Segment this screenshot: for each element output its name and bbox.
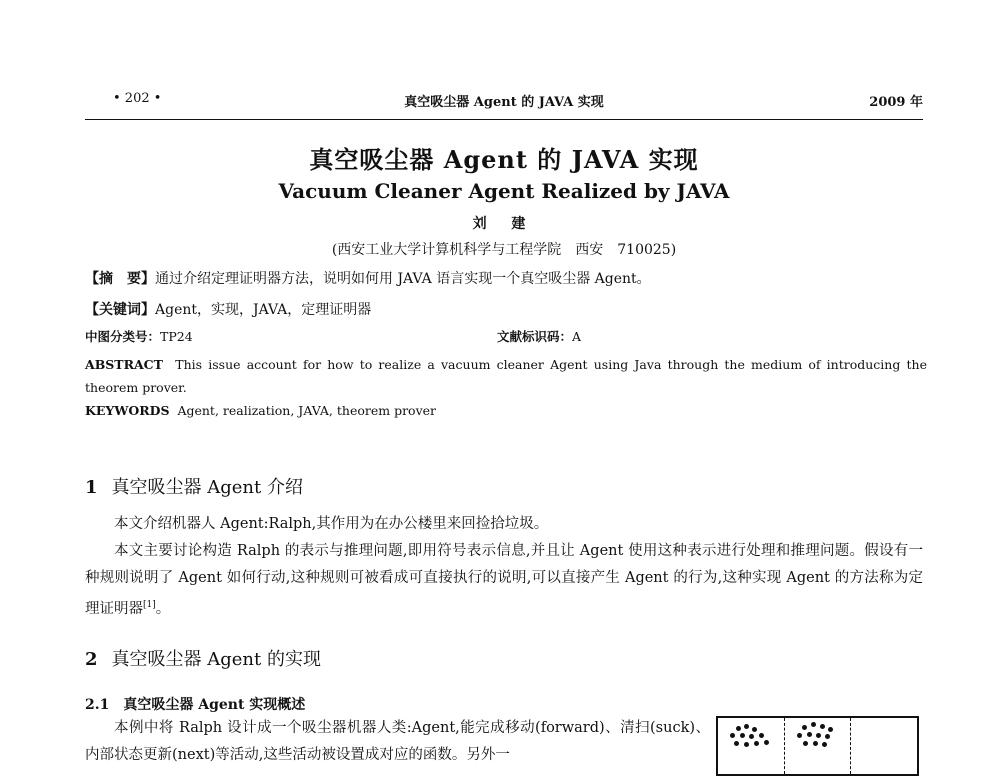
dirt-dot bbox=[807, 732, 812, 737]
abstract-en-text: This issue account for how to realize a vacuum cleaner Agent using Java through the medium of introducing the theorem prover. bbox=[85, 357, 927, 395]
title-chinese: 真空吸尘器 Agent 的 JAVA 实现 bbox=[309, 145, 699, 174]
dirt-dot bbox=[811, 722, 816, 727]
dirt-dot bbox=[825, 734, 830, 739]
section-1-para-1: 本文介绍机器人 Agent:Ralph,其作用为在办公楼里来回捡拾垃圾。 bbox=[114, 516, 549, 532]
dirt-dot bbox=[736, 726, 741, 731]
dirt-dot bbox=[813, 741, 818, 746]
dirt-dot bbox=[764, 740, 769, 745]
dirt-dot bbox=[740, 733, 745, 738]
title-english: Vacuum Cleaner Agent Realized by JAVA bbox=[278, 179, 730, 203]
dirt-dot bbox=[828, 727, 833, 732]
author: 刘 建 bbox=[472, 216, 536, 232]
grid-divider bbox=[784, 718, 785, 774]
abstract-cn-label: 【摘 要】 bbox=[85, 271, 155, 287]
keywords-en bbox=[85, 403, 927, 418]
section-1-number: 1 bbox=[85, 477, 98, 498]
dirt-dot bbox=[744, 724, 749, 729]
dirt-dot bbox=[803, 741, 808, 746]
reference-marker: [1] bbox=[143, 600, 156, 610]
keywords-en-label: KEYWORDS bbox=[85, 403, 170, 418]
subsection-2-1-heading bbox=[85, 694, 305, 714]
section-1-para-2-text: 本文主要讨论构造 Ralph 的表示与推理问题,即用符号表示信息,并且让 Agent 使用这种表示进行处理和推理问题。假设有一种规则说明了 Agent 如何行动,这种规则可被看成可直接执行的说明,可以直接产生 Agent 的行为,这种实现 Agent 的方法称为定理证明器 bbox=[85, 543, 923, 617]
dirt-dot bbox=[759, 733, 764, 738]
subsection-2-1-para: 本例中将 Ralph 设计成一个吸尘器机器人类:Agent,能完成移动(forward)、清扫(suck)、内部状态更新(next)等活动,这些活动被设置成对应的函数。另外一 bbox=[85, 720, 710, 763]
clc-value: TP24 bbox=[160, 329, 193, 344]
section-1-para-2 bbox=[85, 538, 923, 623]
dirt-dot bbox=[744, 742, 749, 747]
dirt-dot bbox=[797, 733, 802, 738]
clc-number bbox=[85, 327, 193, 345]
grid-world-figure bbox=[716, 716, 919, 776]
dirt-dot bbox=[754, 741, 759, 746]
subsection-2-1-number: 2.1 bbox=[85, 697, 110, 713]
dirt-dot bbox=[802, 725, 807, 730]
section-2-number: 2 bbox=[85, 649, 98, 670]
clc-label: 中图分类号： bbox=[85, 329, 161, 344]
dirt-dot bbox=[752, 727, 757, 732]
affiliation: (西安工业大学计算机科学与工程学院 西安 710025) bbox=[331, 242, 677, 258]
abstract-en bbox=[85, 353, 927, 399]
keywords-en-text: Agent, realization, JAVA, theorem prover bbox=[177, 403, 437, 418]
section-1-title: 真空吸尘器 Agent 介绍 bbox=[111, 477, 303, 498]
dirt-cluster bbox=[794, 722, 840, 752]
dirt-dot bbox=[734, 741, 739, 746]
abstract-en-label: ABSTRACT bbox=[85, 357, 163, 372]
dirt-dot bbox=[749, 734, 754, 739]
dirt-cluster bbox=[728, 724, 774, 754]
dirt-dot bbox=[816, 733, 821, 738]
issue-year: 2009 年 bbox=[869, 95, 923, 110]
running-header bbox=[85, 91, 923, 113]
page-number: • 202 • bbox=[113, 91, 162, 106]
doc-code-label: 文献标识码： bbox=[497, 329, 573, 344]
keywords-cn-label: 【关键词】 bbox=[85, 302, 155, 318]
dirt-dot bbox=[730, 733, 735, 738]
section-1-heading bbox=[85, 473, 303, 499]
section-2-title: 真空吸尘器 Agent 的实现 bbox=[111, 649, 321, 670]
grid-divider bbox=[850, 718, 851, 774]
header-rule bbox=[85, 119, 923, 120]
section-1-para-2-end: 。 bbox=[155, 600, 171, 617]
keywords-cn bbox=[85, 299, 935, 319]
abstract-cn bbox=[85, 268, 935, 288]
subsection-2-1-title: 真空吸尘器 Agent 实现概述 bbox=[123, 697, 306, 713]
dirt-dot bbox=[820, 724, 825, 729]
keywords-cn-text: Agent，实现，JAVA，定理证明器 bbox=[155, 302, 372, 318]
running-title: 真空吸尘器 Agent 的 JAVA 实现 bbox=[404, 95, 604, 110]
section-2-heading bbox=[85, 645, 321, 671]
document-code bbox=[497, 327, 581, 345]
dirt-dot bbox=[822, 742, 827, 747]
doc-code-value: A bbox=[572, 329, 582, 344]
abstract-cn-text: 通过介绍定理证明器方法，说明如何用 JAVA 语言实现一个真空吸尘器 Agent。 bbox=[155, 271, 651, 287]
